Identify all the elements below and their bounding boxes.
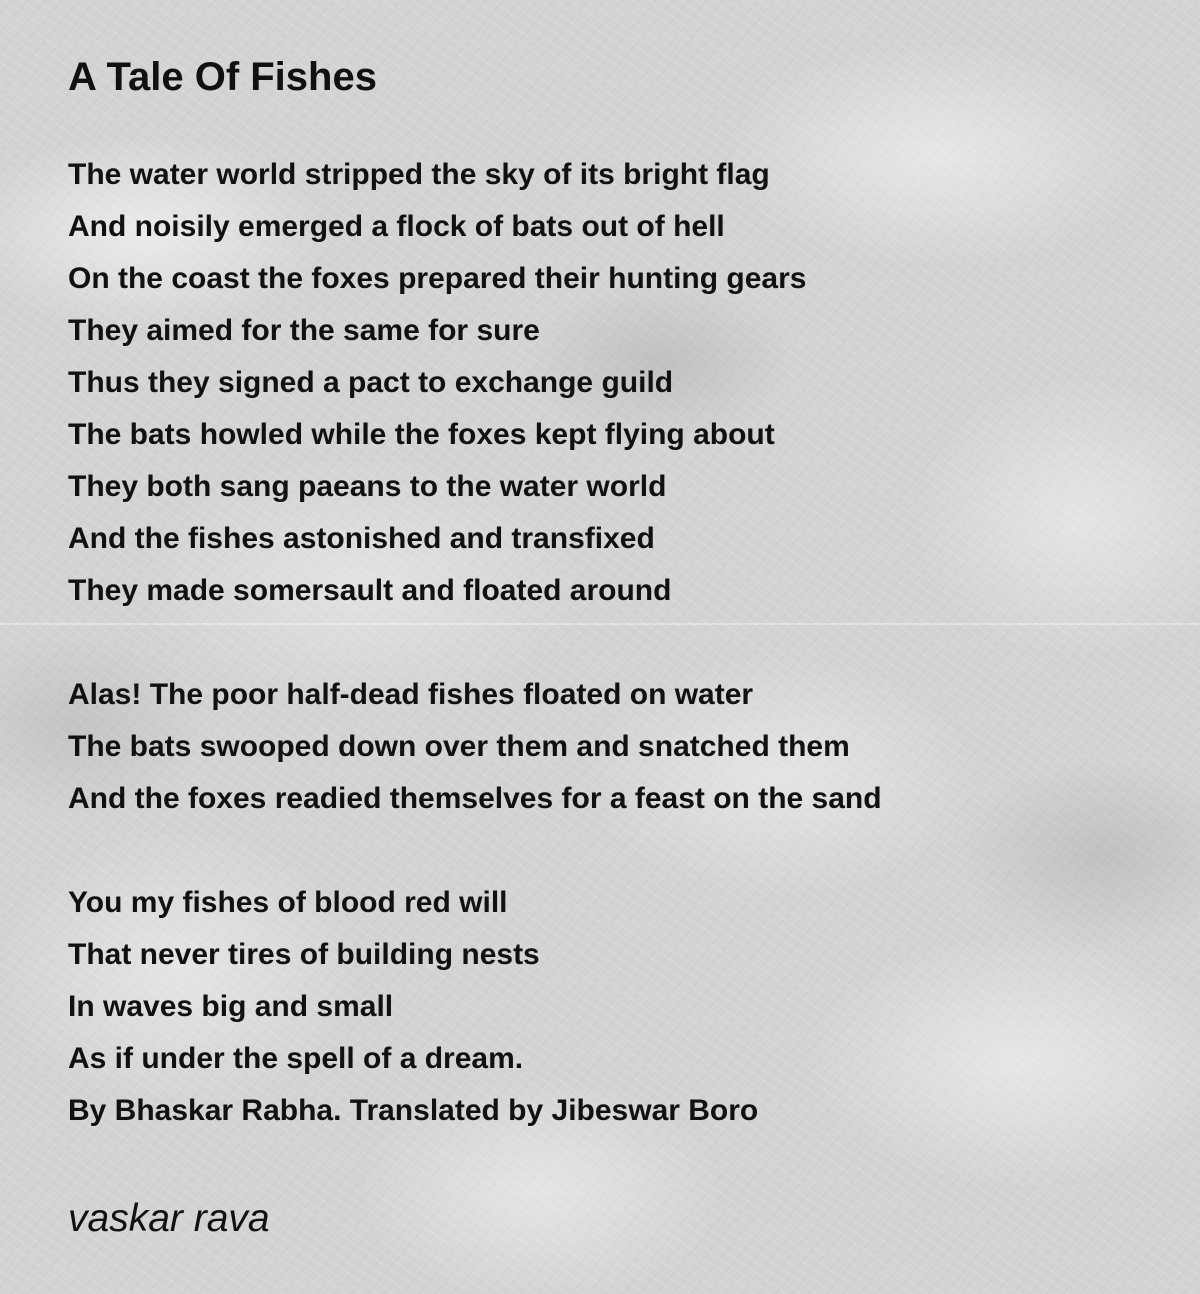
- background-band-divider: [0, 623, 1200, 625]
- poem-title: A Tale Of Fishes: [68, 55, 377, 99]
- poem-line: And the foxes readied themselves for a feast on the sand: [68, 782, 882, 815]
- poem-line: The bats swooped down over them and snatched them: [68, 730, 850, 763]
- poem-line: They both sang paeans to the water world: [68, 470, 667, 503]
- poem-line: Thus they signed a pact to exchange guild: [68, 366, 674, 399]
- poem-line: And noisily emerged a flock of bats out of hell: [68, 210, 725, 243]
- poem-line: Alas! The poor half-dead fishes floated on water: [68, 678, 754, 711]
- poem-line: The water world stripped the sky of its bright flag: [68, 158, 770, 191]
- poem-line: They made somersault and floated around: [68, 574, 672, 607]
- poem-line: And the fishes astonished and transfixed: [68, 522, 655, 555]
- poem-line: That never tires of building nests: [68, 938, 540, 971]
- poem-line: On the coast the foxes prepared their hunting gears: [68, 262, 807, 295]
- poem-line: The bats howled while the foxes kept flying about: [68, 418, 775, 451]
- poem-line: You my fishes of blood red will: [68, 886, 508, 919]
- poem-credit-line: By Bhaskar Rabha. Translated by Jibeswar Boro: [68, 1094, 759, 1127]
- poem-line: As if under the spell of a dream.: [68, 1042, 524, 1075]
- poem-line: They aimed for the same for sure: [68, 314, 540, 347]
- poem-author: vaskar rava: [68, 1197, 270, 1240]
- poem-line: In waves big and small: [68, 990, 394, 1023]
